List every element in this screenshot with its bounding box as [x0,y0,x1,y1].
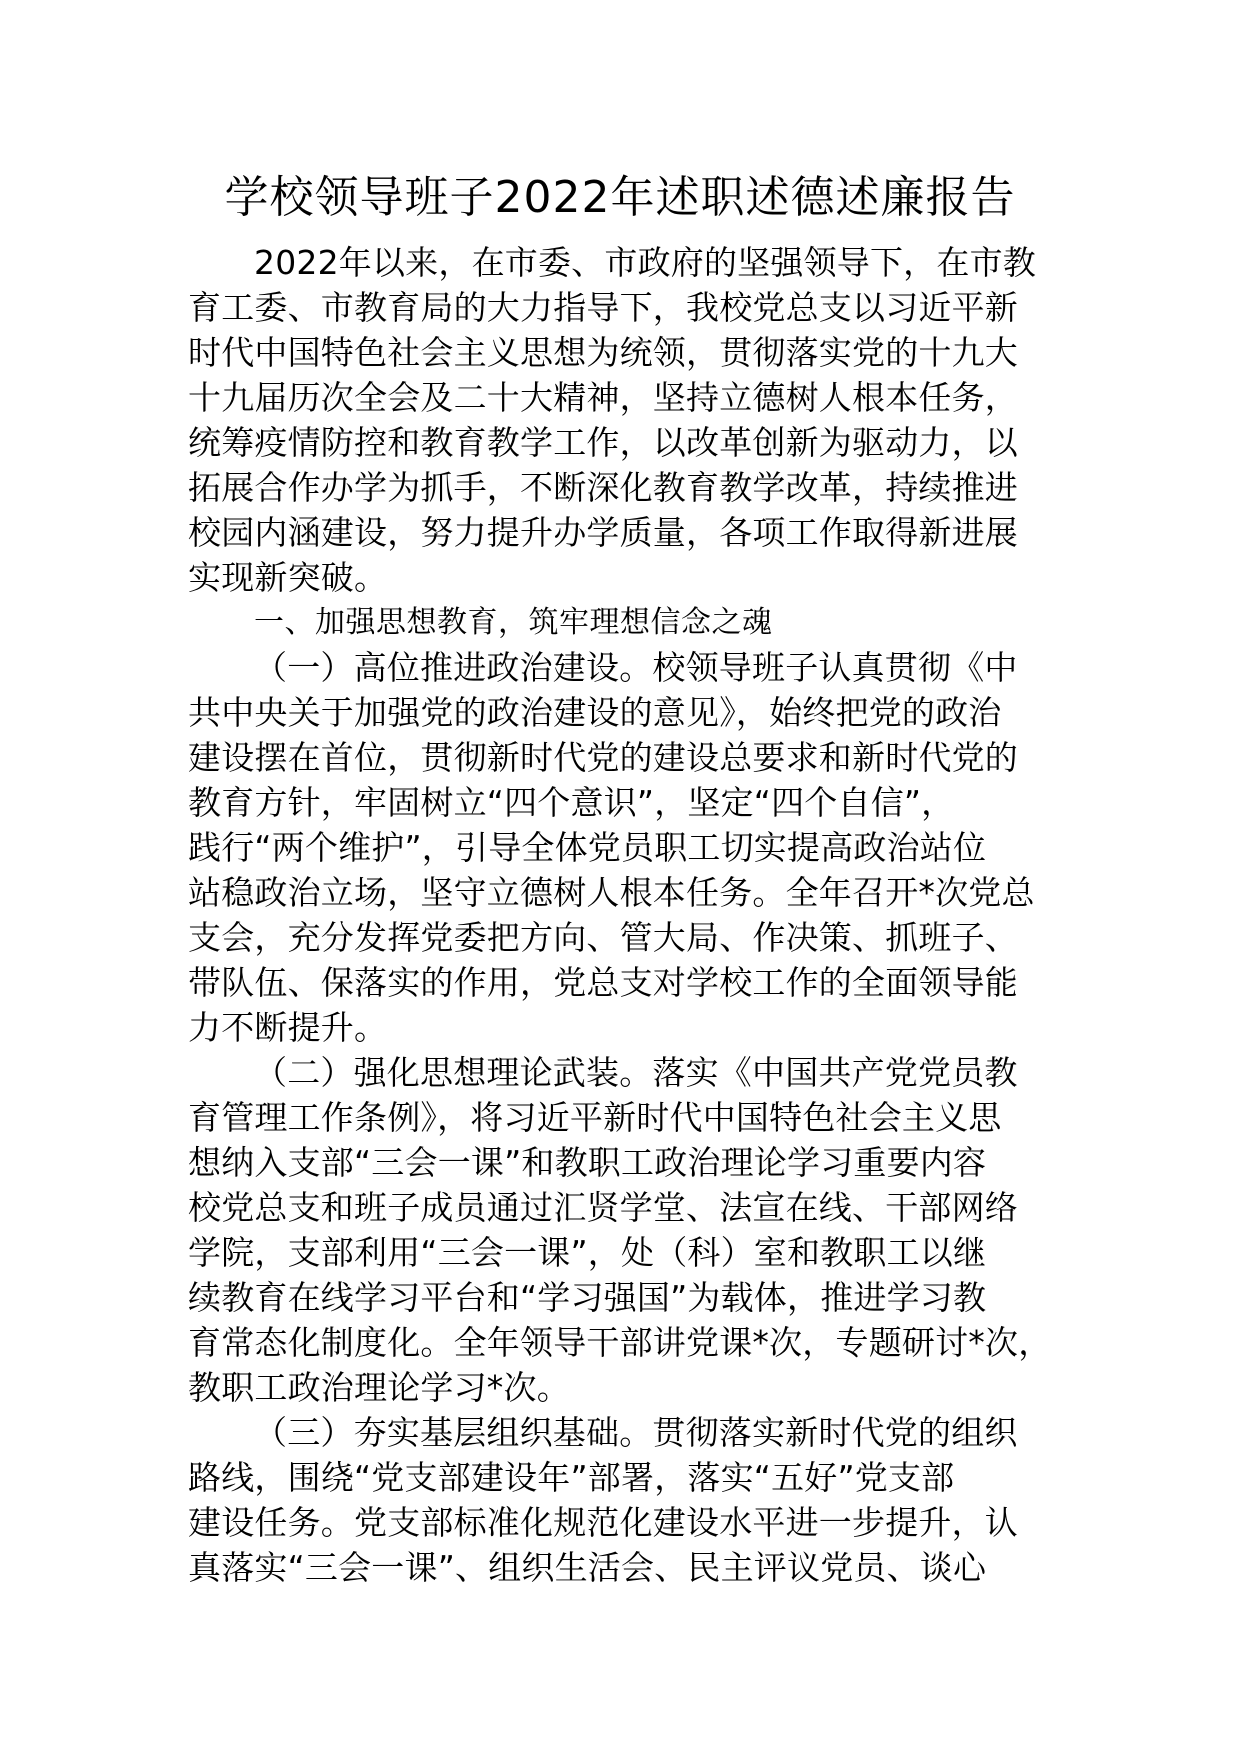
paragraph-line: 十九届历次全会及二十大精神，坚持立德树人根本任务， [188,378,1018,417]
paragraph-line: 育工委、市教育局的大力指导下，我校党总支以习近平新 [188,288,1018,327]
document-title: 学校领导班子2022年述职述德述廉报告 [224,172,1016,223]
paragraph-line: 建设任务。党支部标准化规范化建设水平进一步提升，认 [188,1503,1018,1542]
paragraph-line: 2022年以来，在市委、市政府的坚强领导下，在市教 [254,243,1036,282]
paragraph-line: 想纳入支部“三会一课”和教职工政治理论学习重要内容 [188,1143,987,1182]
paragraph-line: 教职工政治理论学习*次。 [188,1368,570,1407]
paragraph-line: 实现新突破。 [188,558,388,597]
paragraph-line: 路线，围绕“党支部建设年”部署，落实“五好”党支部 [188,1458,955,1497]
section-heading: 一、加强思想教育，筑牢理想信念之魂 [254,605,773,640]
paragraph-line: 时代中国特色社会主义思想为统领，贯彻落实党的十九大 [188,333,1018,372]
paragraph-line: 校园内涵建设，努力提升办学质量，各项工作取得新进展 [188,513,1018,552]
paragraph-line: （三）夯实基层组织基础。贯彻落实新时代党的组织 [254,1413,1018,1452]
paragraph-line: 支会，充分发挥党委把方向、管大局、作决策、抓班子、 [188,918,1018,957]
paragraph-line: 育常态化制度化。全年领导干部讲党课*次，专题研讨*次， [188,1323,1052,1362]
paragraph-line: 校党总支和班子成员通过汇贤学堂、法宣在线、干部网络 [188,1188,1018,1227]
paragraph-line: 育管理工作条例》，将习近平新时代中国特色社会主义思 [188,1098,1002,1137]
paragraph-line: （二）强化思想理论武装。落实《中国共产党党员教 [254,1053,1018,1092]
paragraph-line: 学院，支部利用“三会一课”，处（科）室和教职工以继 [188,1233,987,1272]
paragraph-line: 共中央关于加强党的政治建设的意见》，始终把党的政治 [188,693,1002,732]
paragraph-line: （一）高位推进政治建设。校领导班子认真贯彻《中 [254,648,1018,687]
paragraph-line: 力不断提升。 [188,1008,388,1047]
paragraph-line: 统筹疫情防控和教育教学工作，以改革创新为驱动力，以 [188,423,1018,462]
paragraph-line: 带队伍、保落实的作用，党总支对学校工作的全面领导能 [188,963,1018,1002]
paragraph-line: 真落实“三会一课”、组织生活会、民主评议党员、谈心 [188,1548,987,1587]
document-body [188,240,1088,1590]
paragraph-line: 建设摆在首位，贯彻新时代党的建设总要求和新时代党的 [188,738,1018,777]
paragraph-line: 教育方针，牢固树立“四个意识”，坚定“四个自信”， [188,783,955,822]
paragraph-line: 践行“两个维护”，引导全体党员职工切实提高政治站位 [188,828,987,867]
paragraph-line: 续教育在线学习平台和“学习强国”为载体，推进学习教 [188,1278,987,1317]
paragraph-line: 站稳政治立场，坚守立德树人根本任务。全年召开*次党总 [188,873,1035,912]
paragraph-line: 拓展合作办学为抓手，不断深化教育教学改革，持续推进 [188,468,1018,507]
